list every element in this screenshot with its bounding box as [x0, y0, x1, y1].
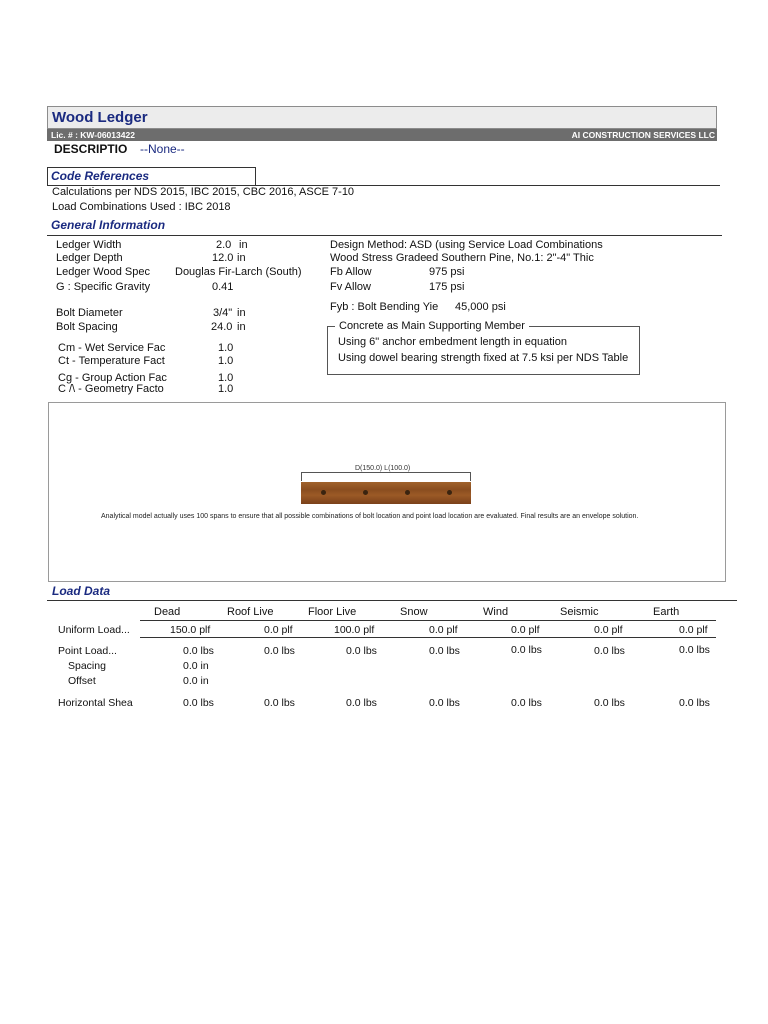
- code-ref-line-1: Calculations per NDS 2015, IBC 2015, CBC 2016, ASCE 7-10: [52, 186, 355, 198]
- description-label: DESCRIPTIO: [54, 142, 128, 156]
- column-floor-live: Floor Live: [308, 606, 357, 618]
- company-name: AI CONSTRUCTION SERVICES LLC: [571, 130, 715, 140]
- license-bar: [47, 129, 717, 141]
- uniform-roof-live: 0.0 plf: [264, 624, 293, 636]
- ledger-board: [301, 482, 471, 504]
- concrete-box-title: Concrete as Main Supporting Member: [335, 320, 529, 332]
- ledger-depth-unit: in: [237, 252, 246, 264]
- horizontal-earth: 0.0 lbs: [679, 697, 710, 709]
- ledger-width-value: 2.0: [216, 239, 232, 251]
- horizontal-roof-live: 0.0 lbs: [264, 697, 295, 709]
- code-ref-line-2: Load Combinations Used : IBC 2018: [52, 201, 231, 213]
- horizontal-dead: 0.0 lbs: [183, 697, 214, 709]
- geometry-factor-value: 1.0: [218, 383, 234, 395]
- bolt: [447, 490, 452, 495]
- fyb-value: 45,000 psi: [455, 301, 506, 313]
- bolt: [405, 490, 410, 495]
- divider: [47, 235, 722, 236]
- bolt-spacing-value: 24.0: [211, 321, 233, 333]
- horizontal-floor-live: 0.0 lbs: [346, 697, 377, 709]
- point-floor-live: 0.0 lbs: [346, 645, 377, 657]
- offset-value: 0.0 in: [183, 675, 209, 687]
- point-dead: 0.0 lbs: [183, 645, 214, 657]
- ledger-diagram: [48, 402, 726, 582]
- fb-allow-label: Fb Allow: [330, 266, 372, 278]
- geometry-factor-label: C /\ - Geometry Facto: [58, 383, 164, 395]
- point-load-label: Point Load...: [58, 645, 117, 657]
- load-line: [301, 472, 471, 473]
- divider: [47, 600, 737, 601]
- horizontal-shear-label: Horizontal Shea: [58, 697, 133, 709]
- load-data-title: Load Data: [52, 584, 111, 598]
- uniform-wind: 0.0 plf: [511, 624, 540, 636]
- horizontal-wind: 0.0 lbs: [511, 697, 542, 709]
- ledger-depth-label: Ledger Depth: [56, 252, 123, 264]
- uniform-snow: 0.0 plf: [429, 624, 458, 636]
- column-dead: Dead: [154, 606, 181, 618]
- concrete-note-box: [327, 326, 640, 375]
- divider: [140, 637, 716, 638]
- cm-factor-label: Cm - Wet Service Fac: [58, 342, 166, 354]
- fb-allow-value: 975 psi: [429, 266, 465, 278]
- bolt-spacing-label: Bolt Spacing: [56, 321, 118, 333]
- uniform-floor-live: 100.0 plf: [334, 624, 375, 636]
- point-wind: 0.0 lbs: [511, 644, 542, 656]
- column-snow: Snow: [400, 606, 428, 618]
- ledger-wood-species-value: Douglas Fir-Larch (South): [175, 266, 302, 278]
- bolt: [363, 490, 368, 495]
- point-snow: 0.0 lbs: [429, 645, 460, 657]
- load-tick: [470, 472, 471, 481]
- ct-factor-label: Ct - Temperature Fact: [58, 355, 165, 367]
- cg-factor-value: 1.0: [218, 372, 234, 384]
- concrete-box-line-2: Using dowel bearing strength fixed at 7.5 ksi per NDS Table: [338, 352, 629, 364]
- ledger-wood-species-label: Ledger Wood Spec: [56, 266, 150, 278]
- bolt-spacing-unit: in: [237, 321, 246, 333]
- column-seismic: Seismic: [560, 606, 599, 618]
- column-earth: Earth: [653, 606, 680, 618]
- bolt-diameter-label: Bolt Diameter: [56, 307, 123, 319]
- ledger-width-label: Ledger Width: [56, 239, 122, 251]
- fyb-label: Fyb : Bolt Bending Yie: [330, 301, 439, 313]
- horizontal-snow: 0.0 lbs: [429, 697, 460, 709]
- spacing-label: Spacing: [68, 660, 106, 672]
- bolt-diameter-unit: in: [237, 307, 246, 319]
- diagram-caption: Analytical model actually uses 100 spans to ensure that all possible combinations of bolt location and point load location are evaluated. Final results are an envelope solution.: [101, 513, 639, 520]
- uniform-seismic: 0.0 plf: [594, 624, 623, 636]
- fv-allow-label: Fv Allow: [330, 281, 371, 293]
- bolt-diameter-value: 3/4": [213, 307, 233, 319]
- license-number: Lic. # : KW-06013422: [51, 130, 135, 140]
- cm-factor-value: 1.0: [218, 342, 234, 354]
- point-roof-live: 0.0 lbs: [264, 645, 295, 657]
- load-tick: [301, 472, 302, 481]
- divider: [140, 620, 716, 621]
- bolt: [321, 490, 326, 495]
- point-seismic: 0.0 lbs: [594, 645, 625, 657]
- specific-gravity-label: G : Specific Gravity: [56, 281, 151, 293]
- specific-gravity-value: 0.41: [212, 281, 234, 293]
- uniform-load-label: Uniform Load...: [58, 624, 130, 636]
- stress-grade-label: Wood Stress Grade: [330, 252, 427, 264]
- spacing-value: 0.0 in: [183, 660, 209, 672]
- fv-allow-value: 175 psi: [429, 281, 465, 293]
- concrete-box-line-1: Using 6" anchor embedment length in equation: [338, 336, 567, 348]
- point-earth: 0.0 lbs: [679, 644, 710, 656]
- horizontal-seismic: 0.0 lbs: [594, 697, 625, 709]
- column-roof-live: Roof Live: [227, 606, 274, 618]
- load-label: D(150.0) L(100.0): [355, 465, 411, 472]
- ledger-width-unit: in: [239, 239, 248, 251]
- design-method: Design Method: ASD (using Service Load Combinations: [330, 239, 603, 251]
- page-title: Wood Ledger: [52, 109, 148, 126]
- uniform-dead: 150.0 plf: [170, 624, 211, 636]
- ledger-depth-value: 12.0: [212, 252, 234, 264]
- cg-factor-label: Cg - Group Action Fac: [58, 372, 167, 384]
- general-info-title: General Information: [51, 218, 166, 232]
- description-value: --None--: [140, 142, 185, 156]
- ct-factor-value: 1.0: [218, 355, 234, 367]
- column-wind: Wind: [483, 606, 509, 618]
- code-references-title: Code References: [51, 169, 150, 183]
- offset-label: Offset: [68, 675, 96, 687]
- title-box: [47, 106, 717, 129]
- uniform-earth: 0.0 plf: [679, 624, 708, 636]
- stress-grade-value: ed Southern Pine, No.1: 2"-4" Thic: [426, 252, 594, 264]
